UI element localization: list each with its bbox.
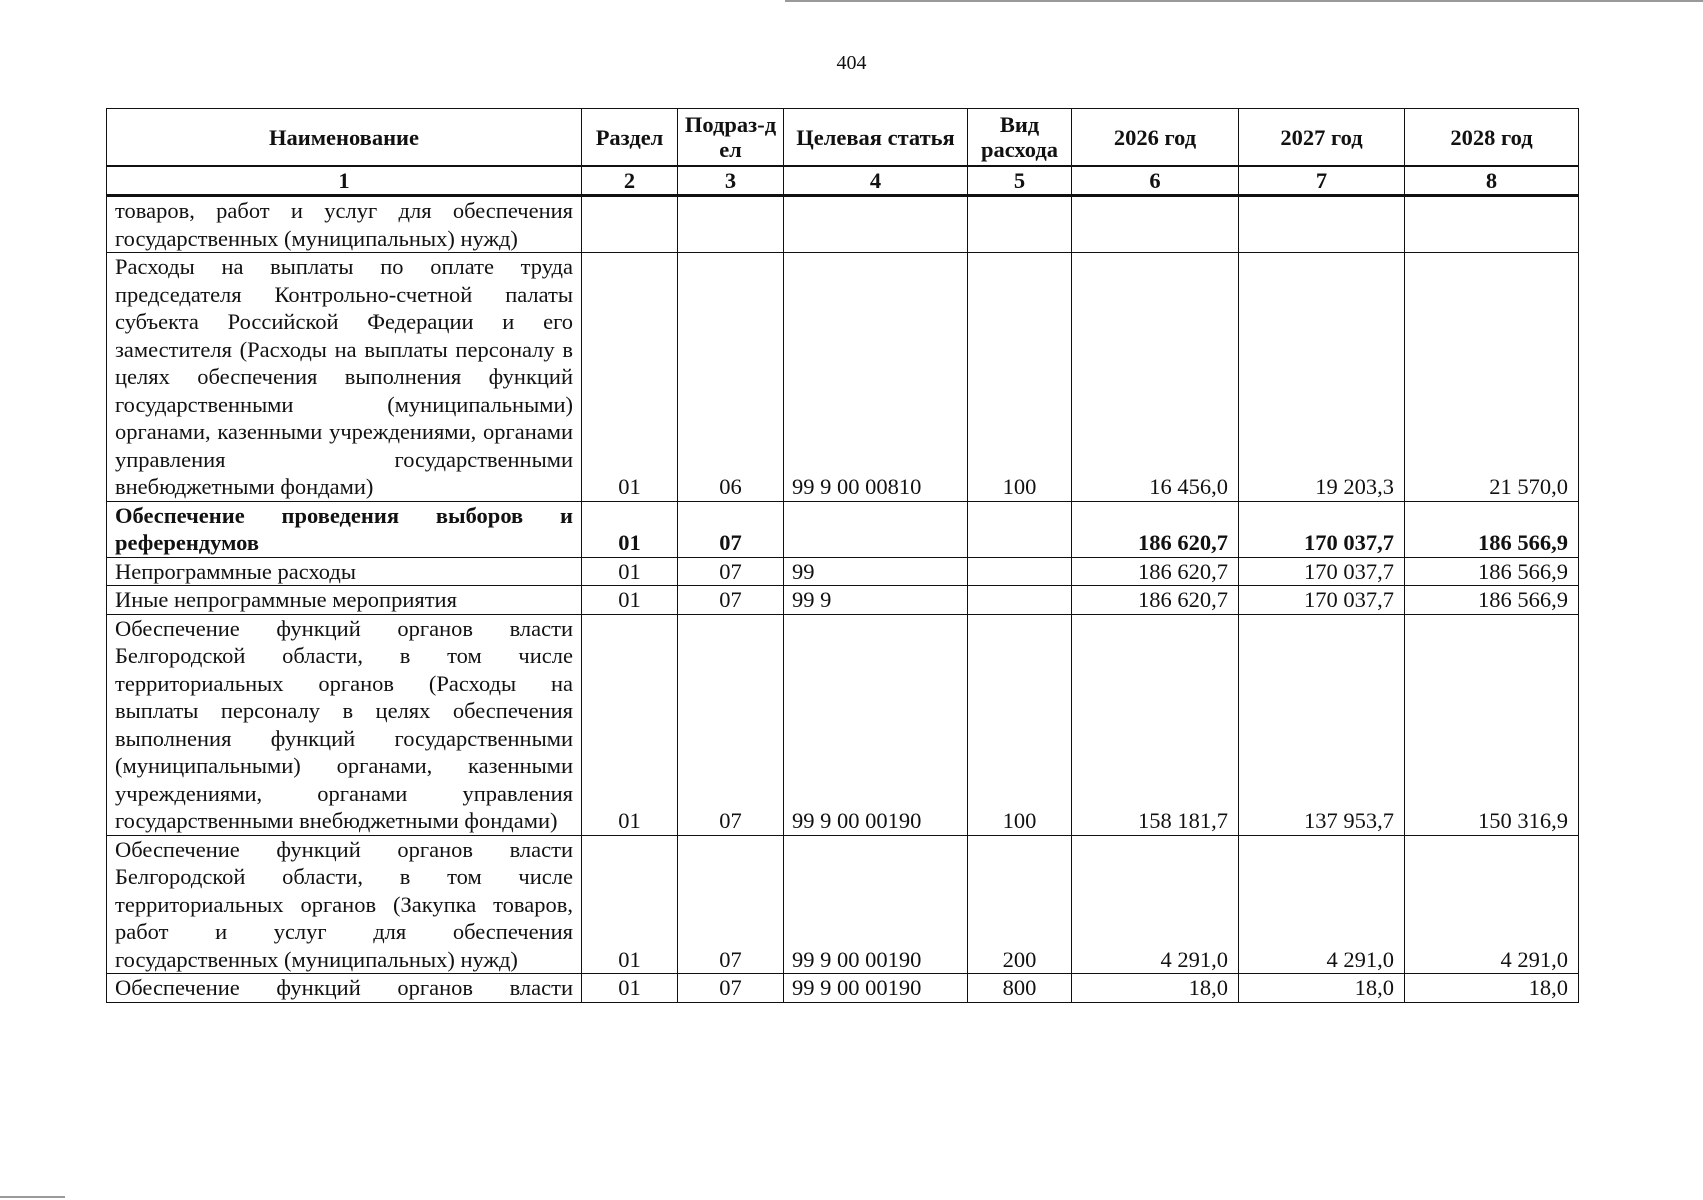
cell-2026: 18,0 [1072, 974, 1239, 1003]
cell-vid: 100 [968, 614, 1072, 835]
cell-2028: 150 316,9 [1405, 614, 1579, 835]
table-row [107, 974, 1579, 1003]
cell-2026: 186 620,7 [1072, 586, 1239, 615]
cell-podrazdel [678, 196, 784, 253]
cell-name: Непрограммные расходы [107, 557, 582, 586]
cell-2028: 4 291,0 [1405, 835, 1579, 974]
header-num: 1 [107, 166, 582, 196]
scan-edge-line-bottom [0, 1196, 65, 1198]
cell-2027: 19 203,3 [1239, 253, 1405, 502]
cell-2027 [1239, 196, 1405, 253]
cell-vid [968, 196, 1072, 253]
cell-2027: 170 037,7 [1239, 557, 1405, 586]
cell-2026: 4 291,0 [1072, 835, 1239, 974]
cell-2026: 186 620,7 [1072, 501, 1239, 557]
cell-vid [968, 501, 1072, 557]
cell-name: Иные непрограммные мероприятия [107, 586, 582, 615]
cell-statya: 99 [784, 557, 968, 586]
cell-2026: 16 456,0 [1072, 253, 1239, 502]
table-row [107, 557, 1579, 586]
cell-2026: 186 620,7 [1072, 557, 1239, 586]
cell-razdel: 01 [582, 835, 678, 974]
cell-podrazdel: 07 [678, 557, 784, 586]
table-row [107, 196, 1579, 253]
cell-2028: 21 570,0 [1405, 253, 1579, 502]
cell-podrazdel: 07 [678, 835, 784, 974]
header-num: 4 [784, 166, 968, 196]
cell-2028: 186 566,9 [1405, 557, 1579, 586]
header-2028: 2028 год [1405, 109, 1579, 167]
cell-podrazdel: 07 [678, 974, 784, 1003]
cell-podrazdel: 07 [678, 614, 784, 835]
cell-statya: 99 9 [784, 586, 968, 615]
table-row-section [107, 501, 1579, 557]
cell-razdel: 01 [582, 557, 678, 586]
cell-2027: 18,0 [1239, 974, 1405, 1003]
cell-podrazdel: 06 [678, 253, 784, 502]
cell-podrazdel: 07 [678, 586, 784, 615]
cell-name: Расходы на выплаты по оплате труда председателя Контрольно-счетной палаты субъекта Российской Федерации и его заместителя (Расходы на выплаты персоналу в целях обеспечения выполнения функций государственными (муниципальными) органами, казенными учреждениями, органами управления государственными внебюджетными фондами) [107, 253, 582, 502]
header-num: 8 [1405, 166, 1579, 196]
header-num: 5 [968, 166, 1072, 196]
cell-vid [968, 557, 1072, 586]
cell-razdel [582, 196, 678, 253]
table-row [107, 253, 1579, 502]
cell-statya [784, 501, 968, 557]
scan-edge-line-top [785, 0, 1703, 2]
table-row [107, 835, 1579, 974]
cell-statya: 99 9 00 00190 [784, 835, 968, 974]
cell-2028: 186 566,9 [1405, 501, 1579, 557]
cell-razdel: 01 [582, 586, 678, 615]
cell-name: Обеспечение функций органов власти Белгородской области, в том числе территориальных органов (Расходы на выплаты персоналу в целях обеспечения выполнения функций государственными (муниципальными) органами, казенными учреждениями, органами управления государственными внебюджетными фондами) [107, 614, 582, 835]
cell-2026 [1072, 196, 1239, 253]
header-num: 3 [678, 166, 784, 196]
header-2026: 2026 год [1072, 109, 1239, 167]
cell-statya: 99 9 00 00190 [784, 614, 968, 835]
cell-2028: 186 566,9 [1405, 586, 1579, 615]
cell-2027: 4 291,0 [1239, 835, 1405, 974]
table-body [107, 196, 1579, 1003]
budget-table [106, 108, 1579, 1003]
header-vid: Вид расхода [968, 109, 1072, 167]
cell-statya [784, 196, 968, 253]
cell-name: товаров, работ и услуг для обеспечения государственных (муниципальных) нужд) [107, 196, 582, 253]
header-row [107, 109, 1579, 167]
cell-statya: 99 9 00 00190 [784, 974, 968, 1003]
cell-2027: 137 953,7 [1239, 614, 1405, 835]
cell-statya: 99 9 00 00810 [784, 253, 968, 502]
header-number-row [107, 166, 1579, 196]
cell-vid: 800 [968, 974, 1072, 1003]
table-header [107, 109, 1579, 196]
cell-vid: 200 [968, 835, 1072, 974]
header-statya: Целевая статья [784, 109, 968, 167]
header-razdel: Раздел [582, 109, 678, 167]
table-row [107, 614, 1579, 835]
cell-2027: 170 037,7 [1239, 501, 1405, 557]
cell-2028 [1405, 196, 1579, 253]
cell-vid [968, 586, 1072, 615]
header-podrazdel: Подраз-дел [678, 109, 784, 167]
header-num: 7 [1239, 166, 1405, 196]
cell-name: Обеспечение функций органов власти Белгородской области, в том числе территориальных органов (Закупка товаров, работ и услуг для обеспечения государственных (муниципальных) нужд) [107, 835, 582, 974]
cell-razdel: 01 [582, 614, 678, 835]
cell-vid: 100 [968, 253, 1072, 502]
header-num: 6 [1072, 166, 1239, 196]
cell-name: Обеспечение функций органов власти [107, 974, 582, 1003]
header-num: 2 [582, 166, 678, 196]
cell-razdel: 01 [582, 974, 678, 1003]
cell-2026: 158 181,7 [1072, 614, 1239, 835]
table-row [107, 586, 1579, 615]
cell-2028: 18,0 [1405, 974, 1579, 1003]
header-name: Наименование [107, 109, 582, 167]
cell-2027: 170 037,7 [1239, 586, 1405, 615]
cell-name: Обеспечение проведения выборов и референдумов [107, 501, 582, 557]
cell-podrazdel: 07 [678, 501, 784, 557]
cell-razdel: 01 [582, 253, 678, 502]
page-number: 404 [836, 52, 867, 74]
header-2027: 2027 год [1239, 109, 1405, 167]
cell-razdel: 01 [582, 501, 678, 557]
